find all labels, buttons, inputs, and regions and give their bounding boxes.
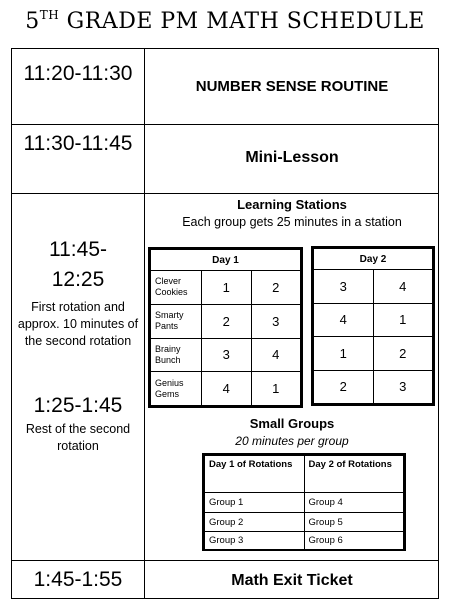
- page-title: 5TH GRADE PM MATH SCHEDULE: [25, 8, 425, 34]
- small-groups-title: Small Groups: [249, 416, 335, 431]
- small-group-cell: Group 3: [205, 532, 305, 550]
- small-groups-header-day2: Day 2 of Rotations: [304, 456, 404, 493]
- station-cell: 3: [202, 338, 252, 372]
- station-cell: 3: [314, 270, 374, 304]
- small-groups-header-day1: Day 1 of Rotations: [205, 456, 305, 493]
- small-group-cell: Group 2: [205, 513, 305, 532]
- station-cell: 1: [251, 372, 301, 406]
- column-divider: [144, 49, 145, 598]
- small-group-cell: Group 4: [304, 493, 404, 513]
- day2-table: [313, 248, 433, 404]
- time-slot-4: 1:25-1:45: [33, 394, 123, 417]
- schedule-table: [11, 48, 439, 599]
- small-groups-subtitle: 20 minutes per group: [235, 434, 349, 448]
- station-cell: 4: [202, 372, 252, 406]
- stations-title: Learning Stations: [237, 197, 347, 212]
- time-slot-2: 11:30-11:45: [23, 132, 133, 155]
- time-slot-4-note: Rest of the second rotation: [25, 422, 131, 453]
- station-cell: 1: [314, 337, 374, 371]
- station-cell: 4: [314, 303, 374, 337]
- activity-number-sense: NUMBER SENSE ROUTINE: [195, 78, 389, 95]
- time-slot-3-note: First rotation and approx. 10 minutes of the second rotation: [17, 300, 139, 348]
- station-cell: 4: [373, 270, 433, 304]
- small-groups-table: [204, 455, 404, 550]
- station-cell: 2: [251, 271, 301, 305]
- row-divider: [12, 193, 438, 194]
- day1-table: [150, 249, 301, 406]
- station-cell: 2: [373, 337, 433, 371]
- time-slot-5: 1:45-1:55: [33, 568, 123, 591]
- day2-header: Day 2: [314, 249, 433, 270]
- station-cell: 1: [202, 271, 252, 305]
- stations-subtitle: Each group gets 25 minutes in a station: [182, 215, 402, 229]
- station-cell: 2: [314, 370, 374, 404]
- station-cell: 4: [251, 338, 301, 372]
- row-divider: [12, 124, 438, 125]
- activity-exit-ticket: Math Exit Ticket: [231, 572, 353, 589]
- group-name: Clever Cookies: [151, 271, 202, 305]
- small-group-cell: Group 6: [304, 532, 404, 550]
- station-cell: 2: [202, 304, 252, 338]
- small-group-cell: Group 5: [304, 513, 404, 532]
- time-slot-1: 11:20-11:30: [23, 62, 133, 85]
- small-group-cell: Group 1: [205, 493, 305, 513]
- station-cell: 3: [251, 304, 301, 338]
- group-name: Brainy Bunch: [151, 338, 202, 372]
- station-cell: 1: [373, 303, 433, 337]
- activity-mini-lesson: Mini-Lesson: [245, 149, 339, 166]
- time-slot-3: 11:45-12:25: [49, 238, 107, 291]
- group-name: Genius Gems: [151, 372, 202, 406]
- group-name: Smarty Pants: [151, 304, 202, 338]
- station-cell: 3: [373, 370, 433, 404]
- day1-header: Day 1: [151, 250, 301, 271]
- row-divider: [12, 560, 438, 561]
